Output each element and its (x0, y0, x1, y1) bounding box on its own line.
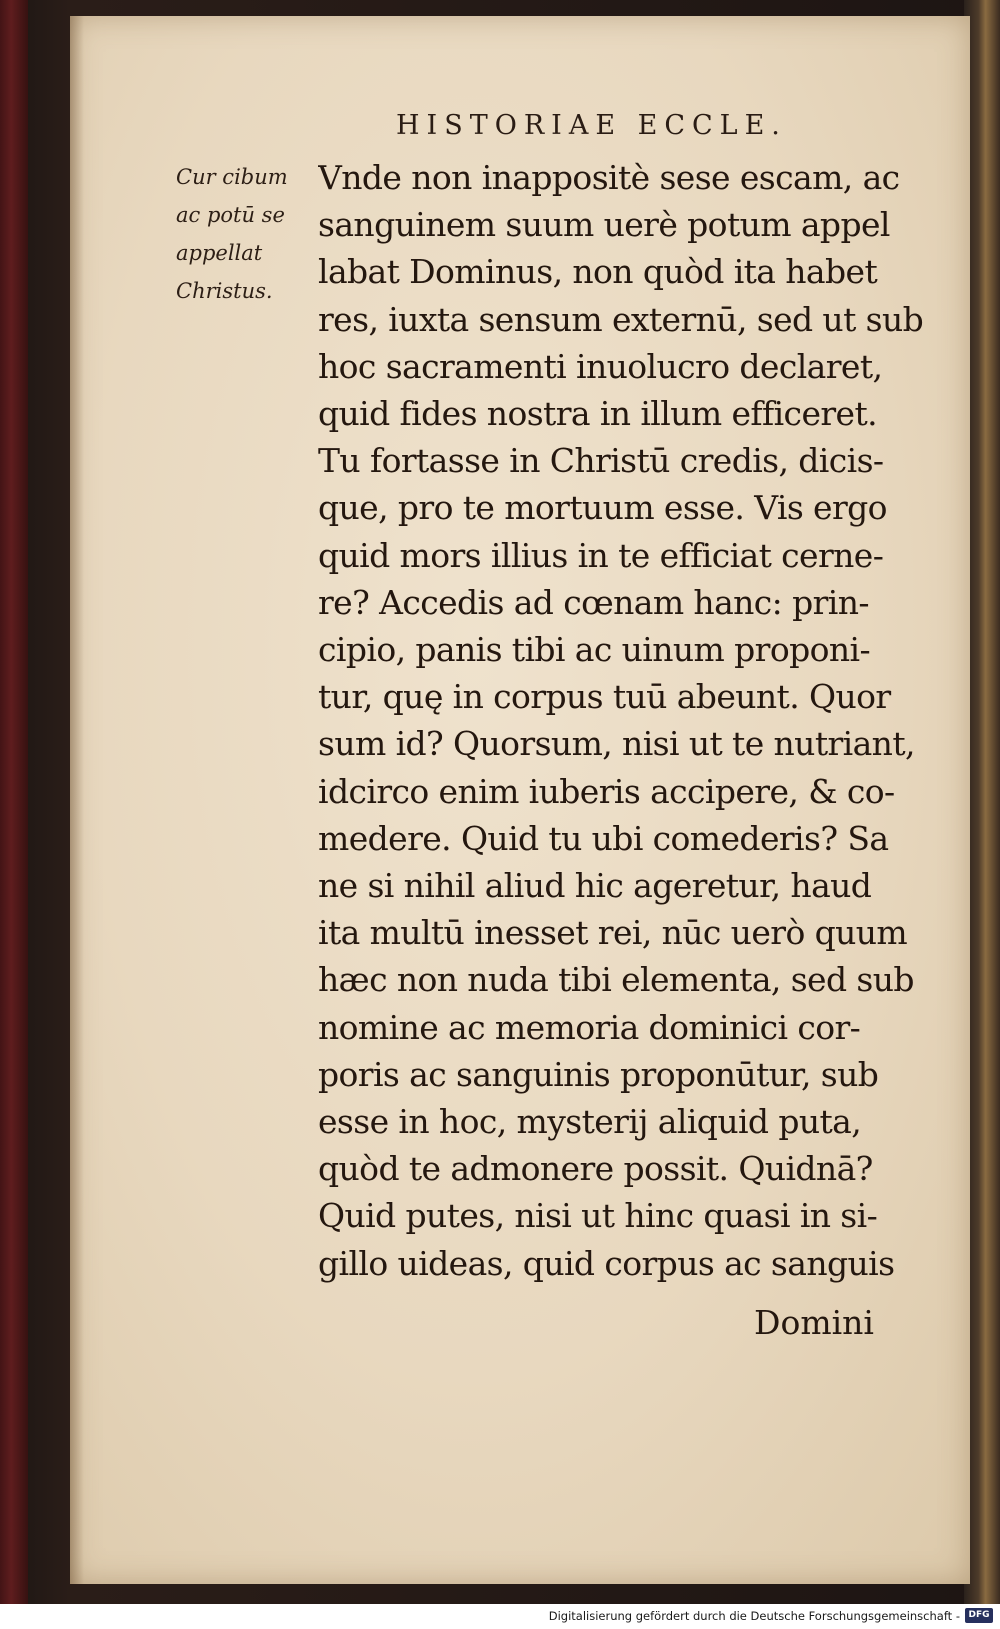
body-text (318, 154, 950, 1287)
text-line: hoc sacramenti inuolucro declaret, (318, 346, 883, 386)
text-line: idcirco enim iuberis accipere, & co- (318, 771, 895, 811)
text-line: cipio, panis tibi ac uinum proponi- (318, 630, 871, 670)
catchword: Domini (754, 1303, 874, 1342)
digitization-credit: Digitalisierung gefördert durch die Deutsche Forschungsgemeinschaft - (548, 1609, 960, 1623)
text-line: labat Dominus, non quòd ita habet (318, 252, 878, 292)
text-line: ne si nihil aliud hic ageretur, haud (318, 866, 872, 906)
margin-note-line: ac potū se (176, 203, 285, 227)
margin-note-line: Cur cibum (176, 165, 288, 189)
margin-note-line: Christus. (176, 279, 273, 303)
text-line: Vnde non inappositè sese escam, ac (318, 158, 900, 197)
text-line: ita multū inesset rei, nūc uerò quum (318, 913, 908, 953)
text-line: Quid putes, nisi ut hinc quasi in si- (318, 1196, 878, 1236)
text-line: quid fides nostra in illum efficeret. (318, 394, 878, 434)
margin-note (176, 158, 326, 310)
text-line: hæc non nuda tibi elementa, sed sub (318, 960, 914, 1000)
text-line: esse in hoc, mysterij aliquid puta, (318, 1102, 862, 1142)
running-head: HISTORIAE ECCLE. (396, 110, 787, 141)
book-binding-edge (0, 0, 28, 1604)
text-line: quid mors illius in te efficiat cerne- (318, 535, 884, 575)
text-line: res, iuxta sensum externū, sed ut sub (318, 299, 924, 339)
page-gutter-shadow (70, 16, 84, 1584)
text-line: que, pro te mortuum esse. Vis ergo (318, 488, 887, 528)
text-line: gillo uideas, quid corpus ac sanguis (318, 1243, 895, 1283)
text-line: tur, quę in corpus tuū abeunt. Quor (318, 677, 891, 717)
dfg-logo-icon: DFG (965, 1608, 993, 1623)
text-line: Tu fortasse in Christū credis, dicis- (318, 441, 884, 481)
text-line: medere. Quid tu ubi comederis? Sa (318, 818, 889, 858)
text-line: re? Accedis ad cœnam hanc: prin- (318, 582, 869, 622)
text-line: nomine ac memoria dominici cor- (318, 1007, 861, 1047)
text-line: sum id? Quorsum, nisi ut te nutriant, (318, 724, 915, 764)
text-line: quòd te admonere possit. Quidnā? (318, 1149, 873, 1189)
margin-note-line: appellat (176, 241, 263, 265)
text-line: sanguinem suum uerè potum appel (318, 205, 890, 245)
text-line: poris ac sanguinis proponūtur, sub (318, 1054, 879, 1094)
